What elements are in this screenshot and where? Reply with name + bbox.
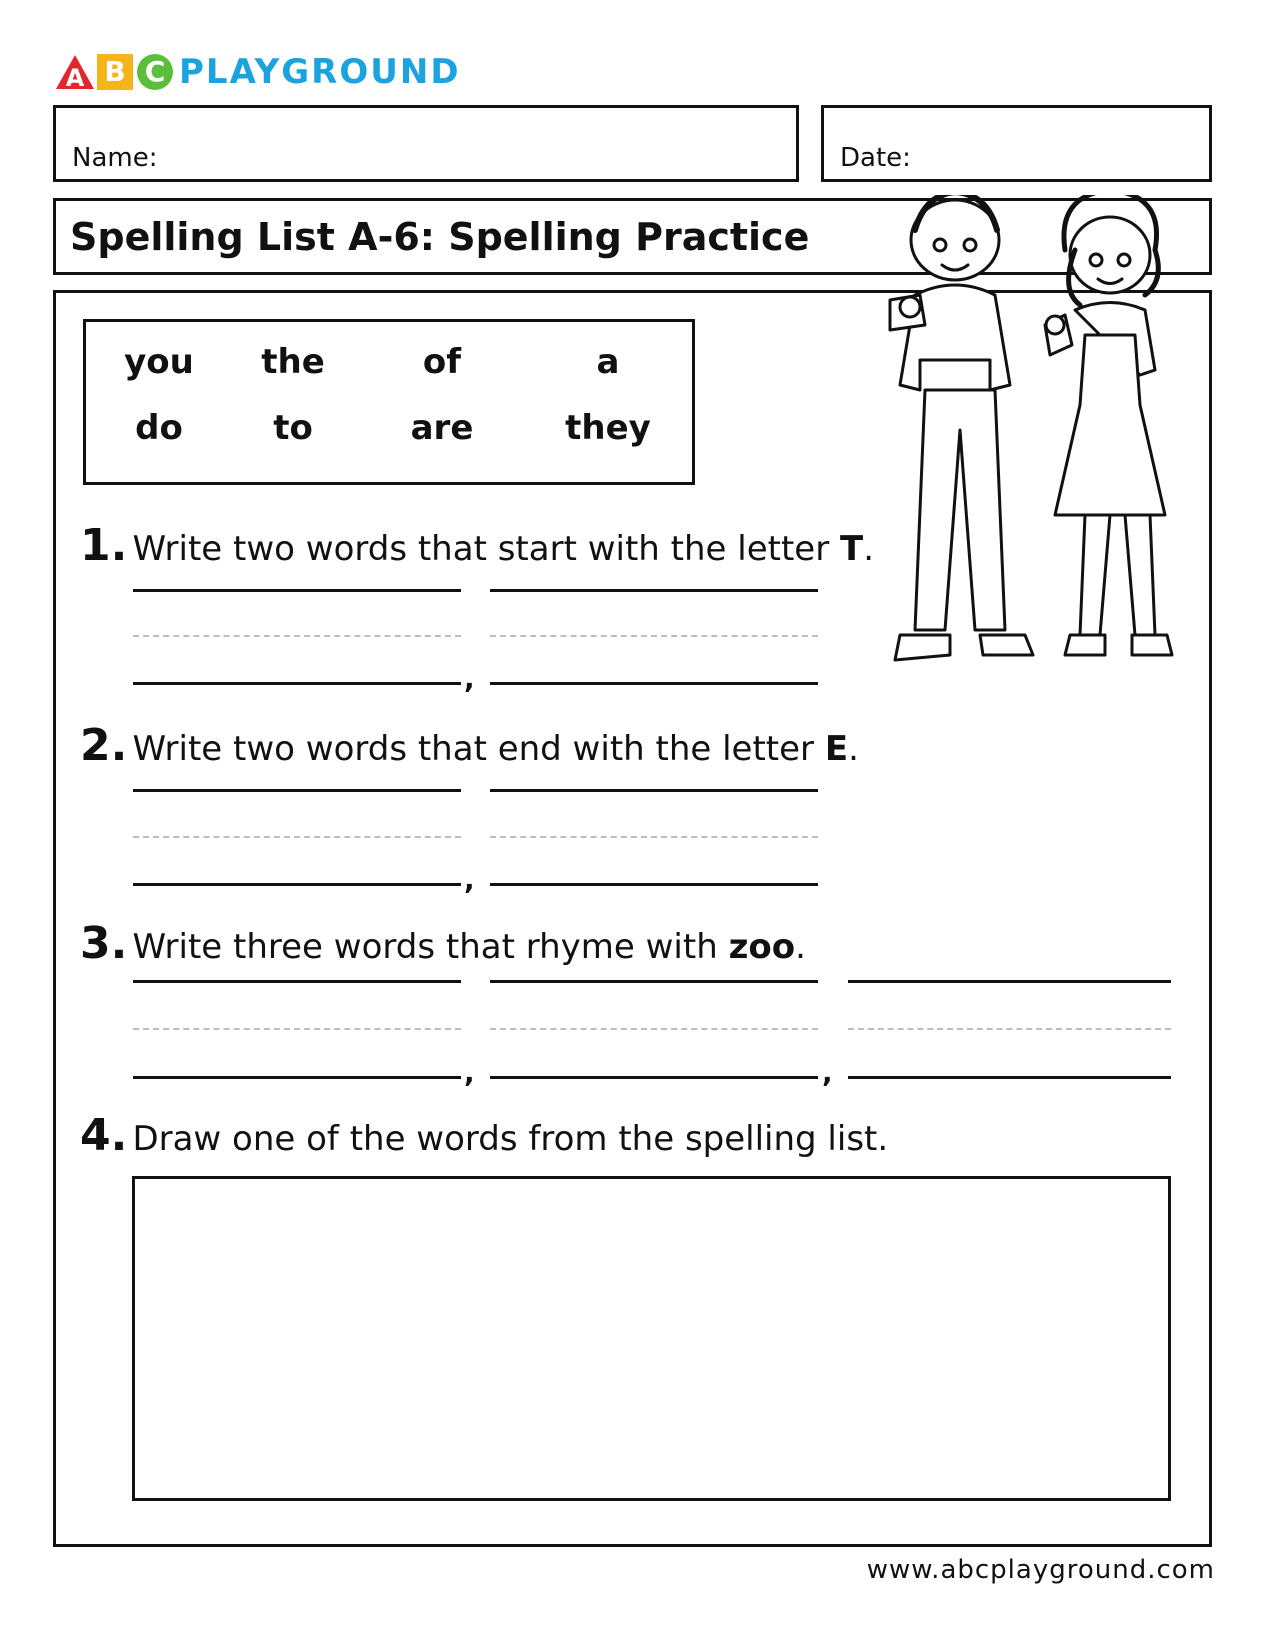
spelling-word: are (410, 408, 474, 448)
question-number: 2. (80, 720, 128, 771)
spelling-word: the (261, 342, 325, 382)
question-1 (80, 520, 874, 571)
name-field[interactable] (53, 105, 799, 182)
writing-line-mid (133, 635, 461, 637)
date-field[interactable] (821, 105, 1212, 182)
spelling-word-box (83, 319, 695, 485)
spelling-word: of (422, 342, 462, 382)
spelling-word: they (565, 408, 651, 448)
abc-playground-logo (55, 52, 461, 92)
svg-text:A: A (65, 64, 85, 90)
writing-line-mid (133, 1028, 461, 1030)
spelling-word: a (596, 342, 620, 382)
separator-comma: , (822, 1056, 833, 1089)
question-4 (80, 1110, 888, 1161)
question-number: 3. (80, 918, 128, 969)
answer-line[interactable] (490, 883, 818, 886)
question-3 (80, 918, 806, 969)
logo-a-icon (55, 54, 95, 90)
drawing-box[interactable] (132, 1176, 1171, 1501)
writing-line-top (133, 589, 461, 592)
question-number: 1. (80, 520, 128, 571)
separator-comma: , (464, 662, 475, 695)
writing-line-mid (490, 635, 818, 637)
writing-line-mid (848, 1028, 1171, 1030)
writing-line-top (133, 980, 461, 983)
writing-line-top (490, 980, 818, 983)
date-label: Date: (840, 143, 911, 173)
writing-line-mid (490, 836, 818, 838)
writing-line-mid (490, 1028, 818, 1030)
logo-b-icon: B (97, 54, 133, 90)
girl-figure-icon (1045, 195, 1172, 655)
logo-c-icon: C (137, 54, 173, 90)
spelling-word: do (135, 408, 183, 448)
answer-line[interactable] (490, 1076, 818, 1079)
question-text: Write two words that start with the letter T. (132, 529, 874, 569)
separator-comma: , (464, 1056, 475, 1089)
page-title: Spelling List A-6: Spelling Practice (70, 215, 810, 259)
writing-line-top (490, 589, 818, 592)
question-number: 4. (80, 1110, 128, 1161)
writing-line-top (133, 789, 461, 792)
question-text: Draw one of the words from the spelling list. (132, 1119, 889, 1159)
question-text: Write two words that end with the letter E. (132, 729, 859, 769)
children-illustration (870, 195, 1210, 705)
answer-line[interactable] (133, 883, 461, 886)
question-text: Write three words that rhyme with zoo. (132, 927, 806, 967)
answer-line[interactable] (133, 682, 461, 685)
spelling-word: you (124, 342, 194, 382)
logo-wordmark: PLAYGROUND (179, 52, 461, 92)
spelling-word: to (273, 408, 313, 448)
writing-line-top (848, 980, 1171, 983)
writing-line-mid (133, 836, 461, 838)
answer-line[interactable] (490, 682, 818, 685)
boy-figure-icon (890, 195, 1033, 660)
answer-line[interactable] (848, 1076, 1171, 1079)
name-label: Name: (72, 143, 158, 173)
footer-website: www.abcplayground.com (866, 1555, 1215, 1585)
separator-comma: , (464, 863, 475, 896)
question-2 (80, 720, 859, 771)
answer-line[interactable] (133, 1076, 461, 1079)
writing-line-top (490, 789, 818, 792)
